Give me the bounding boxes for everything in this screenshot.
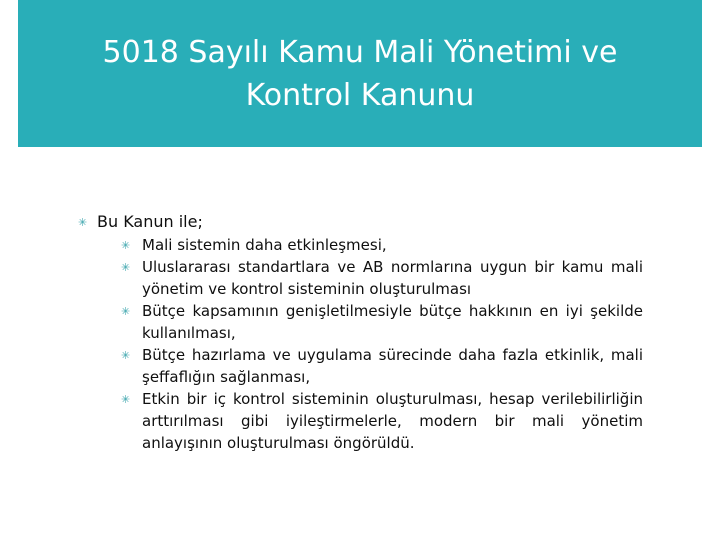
bullet-list (78, 210, 643, 454)
intro-text: Bu Kanun ile; (97, 212, 203, 231)
sub-item-text: Uluslararası standartlara ve AB normlarına uygun bir kamu mali yönetim ve kontrol sisteminin oluşturulması (142, 258, 643, 298)
list-item (78, 210, 643, 454)
title-bar (18, 0, 702, 147)
slide-title: 5018 Sayılı Kamu Mali Yönetimi ve Kontrol Kanunu (102, 34, 618, 113)
asterisk-icon: ✳ (121, 261, 131, 274)
sub-item-text: Etkin bir iç kontrol sisteminin oluşturulması, hesap verilebilirliğin arttırılması gibi iyileştirmelerle, modern bir mali yönetim anlayışının oluşturulması öngörüldü. (142, 390, 643, 452)
sub-item-text: Mali sistemin daha etkinleşmesi, (142, 236, 387, 254)
asterisk-icon: ✳ (121, 349, 131, 362)
slide-content (78, 210, 643, 454)
sub-item-text: Bütçe kapsamının genişletilmesiyle bütçe hakkının en iyi şekilde kullanılması, (142, 302, 643, 342)
asterisk-icon: ✳ (121, 305, 131, 318)
sub-item-text: Bütçe hazırlama ve uygulama sürecinde daha fazla etkinlik, mali şeffaflığın sağlanması, (142, 346, 643, 386)
list-item (121, 234, 643, 256)
asterisk-icon: ✳ (78, 216, 88, 229)
list-item (121, 300, 643, 344)
sub-bullet-list (97, 234, 643, 454)
asterisk-icon: ✳ (121, 393, 131, 406)
asterisk-icon: ✳ (121, 239, 131, 252)
list-item (121, 388, 643, 454)
list-item (121, 344, 643, 388)
list-item (121, 256, 643, 300)
